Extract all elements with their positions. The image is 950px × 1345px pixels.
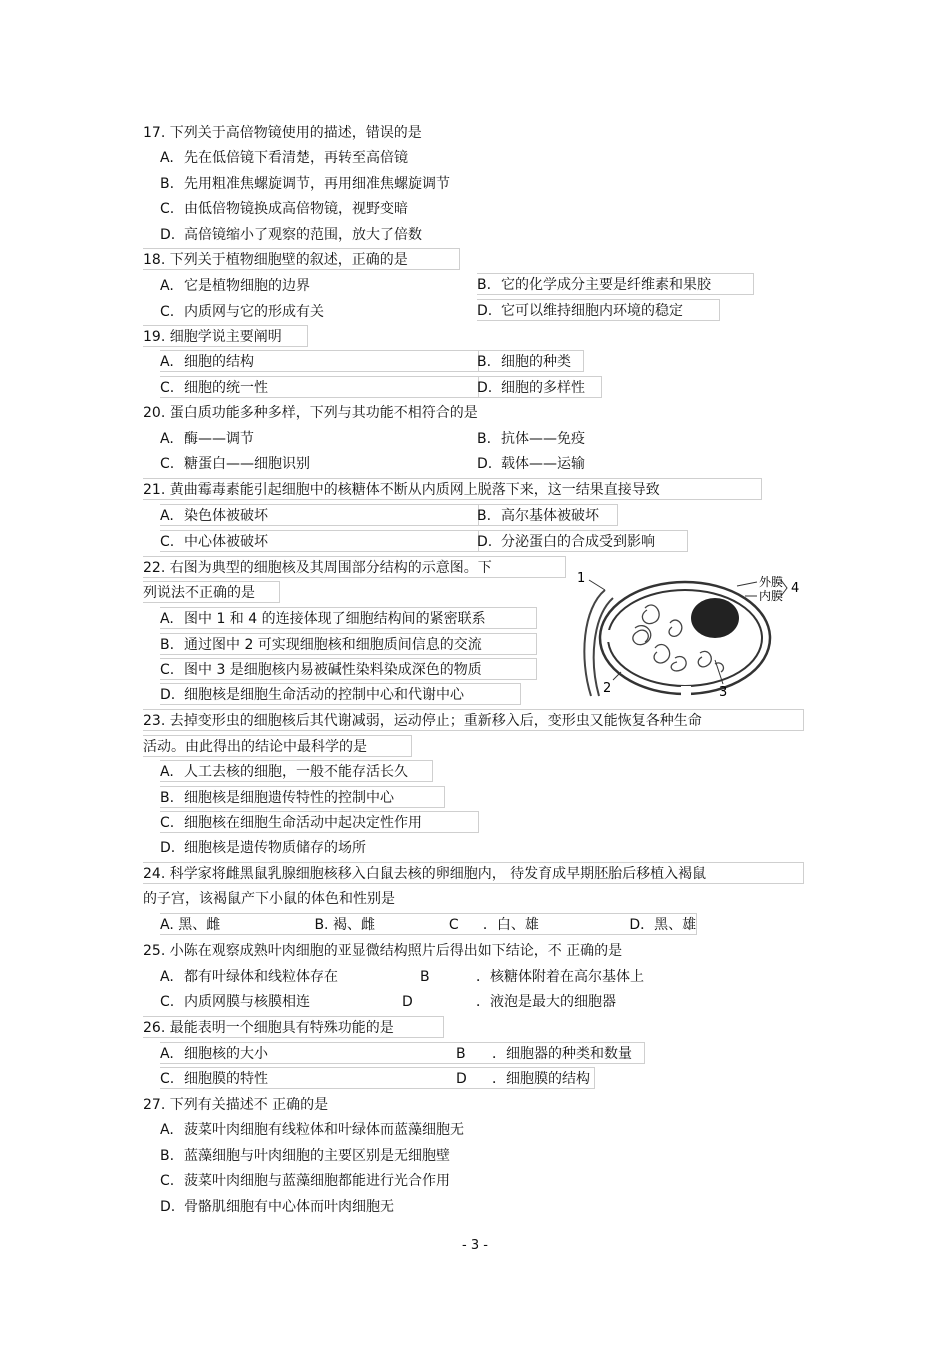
- question-20-option-b: B. 抗体——免疫: [477, 431, 585, 447]
- question-25-stem: 25. 小陈在观察成熟叶肉细胞的亚显微结构照片后得出如下结论，不 正确的是: [143, 943, 623, 959]
- label-4: 4: [791, 581, 800, 596]
- question-17-option-b: B. 先用粗准焦螺旋调节，再用细准焦螺旋调节: [160, 176, 450, 192]
- question-21-option-b: B. 高尔基体被破坏: [477, 504, 618, 526]
- question-19-option-b: B. 细胞的种类: [477, 350, 584, 372]
- label-inner-membrane: 内膜: [759, 589, 784, 603]
- question-27-stem: 27. 下列有关描述不 正确的是: [143, 1097, 329, 1113]
- question-17-option-c: C. 由低倍物镜换成高倍物镜，视野变暗: [160, 201, 408, 217]
- question-25-option-d: D ．液泡是最大的细胞器: [402, 994, 616, 1010]
- label-outer-membrane: 外膜: [759, 575, 784, 589]
- question-26-option-d: D ．细胞膜的结构: [456, 1071, 590, 1087]
- question-17-stem: 17. 下列关于高倍物镜使用的描述，错误的是: [143, 125, 422, 141]
- question-20-stem: 20. 蛋白质功能多种多样，下列与其功能不相符合的是: [143, 405, 478, 421]
- leader-line-1: [589, 580, 605, 590]
- question-22-stem-line1: 22. 右图为典型的细胞核及其周围部分结构的示意图。下: [143, 556, 566, 578]
- leader-line-outer: [737, 582, 757, 586]
- nuclear-inner-membrane: [608, 590, 762, 686]
- label-3: 3: [719, 685, 728, 700]
- question-24-options-row: [160, 913, 697, 935]
- question-27-option-b: B. 蓝藻细胞与叶肉细胞的主要区别是无细胞壁: [160, 1148, 450, 1164]
- question-23-option-d: D. 细胞核是遗传物质储存的场所: [160, 840, 366, 856]
- question-21-stem: 21. 黄曲霉毒素能引起细胞中的核糖体不断从内质网上脱落下来，这一结果直接导致: [143, 478, 762, 500]
- question-26-option-c: C. 细胞膜的特性: [160, 1071, 268, 1087]
- question-19-option-c: C. 细胞的统一性: [160, 376, 479, 398]
- question-19-stem: 19. 细胞学说主要阐明: [143, 325, 308, 347]
- question-26-stem: 26. 最能表明一个细胞具有特殊功能的是: [143, 1016, 444, 1038]
- question-26-options-row1: [160, 1042, 645, 1064]
- question-20-option-a: A. 酶——调节: [160, 431, 254, 447]
- question-22-option-a: A. 图中 1 和 4 的连接体现了细胞结构间的紧密联系: [160, 607, 537, 629]
- question-21-option-c: C. 中心体被破坏: [160, 530, 479, 552]
- question-23-stem-line1: 23. 去掉变形虫的细胞核后其代谢减弱，运动停止；重新移入后，变形虫又能恢复各种生命: [143, 709, 804, 731]
- question-21-option-a: A. 染色体被破坏: [160, 504, 479, 526]
- question-26-option-b: B ．细胞器的种类和数量: [456, 1046, 632, 1062]
- question-22-option-b: B. 通过图中 2 可实现细胞核和细胞质间信息的交流: [160, 633, 537, 655]
- question-26-option-a: A. 细胞核的大小: [160, 1046, 268, 1062]
- question-18-option-c: C. 内质网与它的形成有关: [160, 304, 324, 320]
- question-25-option-c: C. 内质网膜与核膜相连: [160, 994, 310, 1010]
- question-19-option-a: A. 细胞的结构: [160, 350, 479, 372]
- question-23-option-c: C. 细胞核在细胞生命活动中起决定性作用: [160, 811, 479, 833]
- question-24-stem-line2: 的子宫，该褐鼠产下小鼠的体色和性别是: [143, 891, 395, 907]
- question-23-stem-line2: 活动。由此得出的结论中最科学的是: [143, 735, 412, 757]
- question-24-option-c: C ．白、雄: [448, 917, 539, 933]
- question-21-option-d: D. 分泌蛋白的合成受到影响: [477, 530, 688, 552]
- nuclear-pore: [603, 630, 611, 642]
- question-20-option-d: D. 载体——运输: [477, 456, 585, 472]
- question-27-option-c: C. 菠菜叶肉细胞与蓝藻细胞都能进行光合作用: [160, 1173, 450, 1189]
- question-17-option-a: A. 先在低倍镜下看清楚，再转至高倍镜: [160, 150, 408, 166]
- question-26-options-row2: [160, 1067, 595, 1089]
- nucleolus: [691, 598, 739, 638]
- question-22-option-d: D. 细胞核是细胞生命活动的控制中心和代谢中心: [160, 683, 521, 705]
- question-24-option-b: B. 褐、雌: [314, 917, 375, 933]
- question-19-option-d: D. 细胞的多样性: [477, 376, 602, 398]
- question-25-option-a: A. 都有叶绿体和线粒体存在: [160, 969, 338, 985]
- question-27-option-d: D. 骨骼肌细胞有中心体而叶肉细胞无: [160, 1199, 394, 1215]
- label-2: 2: [603, 681, 612, 696]
- question-23-option-a: A. 人工去核的细胞，一般不能存活长久: [160, 760, 433, 782]
- nuclear-outer-membrane: [600, 582, 770, 694]
- page-number: - 3 -: [462, 1238, 488, 1253]
- question-17-option-d: D. 高倍镜缩小了观察的范围，放大了倍数: [160, 227, 422, 243]
- question-18-option-a: A. 它是植物细胞的边界: [160, 278, 310, 294]
- cell-nucleus-diagram: [575, 568, 815, 700]
- question-24-option-a: A. 黑、雌: [160, 917, 221, 933]
- question-20-option-c: C. 糖蛋白——细胞识别: [160, 456, 310, 472]
- question-18-option-d: D. 它可以维持细胞内环境的稳定: [477, 299, 720, 321]
- question-25-option-b: B ．核糖体附着在高尔基体上: [420, 969, 644, 985]
- question-24-option-d: D．黑、雄: [629, 917, 697, 933]
- question-23-option-b: B. 细胞核是细胞遗传特性的控制中心: [160, 786, 445, 808]
- question-18-stem: 18. 下列关于植物细胞壁的叙述，正确的是: [143, 248, 460, 270]
- question-22-option-c: C. 图中 3 是细胞核内易被碱性染料染成深色的物质: [160, 658, 537, 680]
- question-27-option-a: A. 菠菜叶肉细胞有线粒体和叶绿体而蓝藻细胞无: [160, 1122, 464, 1138]
- question-24-stem-line1: 24. 科学家将雌黑鼠乳腺细胞核移入白鼠去核的卵细胞内， 待发育成早期胚胎后移植入褐鼠: [143, 862, 804, 884]
- nuclear-pore: [681, 686, 691, 696]
- question-22-stem-line2: 列说法不正确的是: [143, 581, 280, 603]
- question-18-option-b: B. 它的化学成分主要是纤维素和果胶: [477, 273, 754, 295]
- label-1: 1: [577, 571, 586, 586]
